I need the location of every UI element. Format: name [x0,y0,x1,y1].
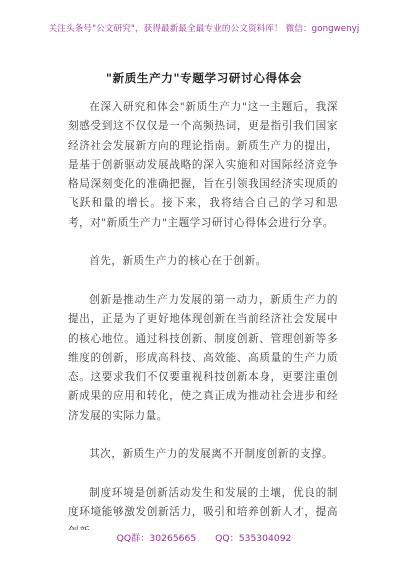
paragraph-intro: 在深入研究和体会"新质生产力"这一主题后，我深刻感受到这不仅仅是一个高频热词，更是指引我们国家经济社会发展新方向的理论指南。新质生产力的提出，是基于创新驱动发展战略的深入实施和对国际经济竞争格局深刻变化的准确把握，旨在引领我国经济实现质的飞跃和量的增长。接下来，我将结合自己的学习和思考，对"新质生产力"主题学习研讨心得体会进行分享。 [68,101,338,229]
paragraph-second-point: 其次，新质生产力的发展离不开制度创新的支撑。 [89,448,334,461]
footer-qq: QQ：535304092 [215,533,292,544]
paragraph-innovation: 创新是推动生产力发展的第一动力，新质生产力的提出，正是为了更好地体现创新在当前经济社会发展中的核心地位。通过科技创新、制度创新、管理创新等多维度的创新，形成高科技、高效能、高质量的生产力质态。这要求我们不仅要重视科技创新本身，更要注重创新成果的应用和转化，使之真正成为推动社会进步和经济发展的实际力量。 [68,293,338,422]
document-body [68,98,338,542]
header-banner: 关注头条号"公文研究"，获得最新最全最专业的公文资料库！ 微信：gongwenyj [48,24,360,34]
document-title: "新质生产力"专题学习研讨心得体会 [105,71,303,85]
footer-contact [0,530,408,552]
footer-qq-group: QQ群：30265665 [116,533,197,544]
paragraph-first-point: 首先，新质生产力的核心在于创新。 [89,255,267,268]
paragraph-institution: 制度环境是创新活动发生和发展的土壤，优良的制度环境能够激发创新活力，吸引和培养创新人才，提高 [68,486,338,519]
